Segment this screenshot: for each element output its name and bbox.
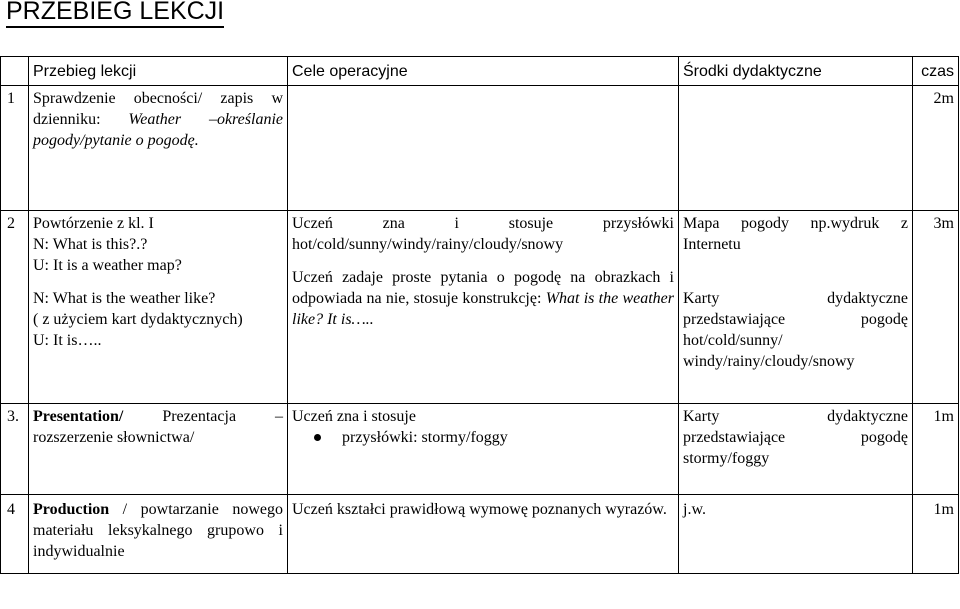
row-srodki: j.w. [679,495,913,574]
row-number: 1 [1,86,29,211]
list-item: przysłówki: stormy/foggy [292,427,674,448]
lesson-plan-table [0,56,959,574]
table-row [1,211,959,404]
row-srodki: Karty dydaktyczne przedstawiające pogodę stormy/foggy [679,404,913,495]
row-przebieg: Production / powtarzanie nowego materiału leksykalnego grupowo i indywidualnie [29,495,288,574]
row-number: 3. [1,404,29,495]
row-przebieg: Presentation/ Prezentacja – rozszerzenie słownictwa/ [29,404,288,495]
page-title: PRZEBIEG LEKCJI [6,0,224,28]
row-czas: 1m [913,404,959,495]
row-przebieg: Sprawdzenie obecności/ zapis w dzienniku: Weather –określanie pogody/pytanie o pogodę. [29,86,288,211]
row-number: 2 [1,211,29,404]
row-cele: Uczeń kształci prawidłową wymowę poznanych wyrazów. [288,495,679,574]
table-row [1,86,959,211]
header-srodki: Środki dydaktyczne [679,57,913,86]
row-cele: Uczeń zna i stosuje przysłówki: stormy/foggy [288,404,679,495]
row-srodki [679,86,913,211]
row-czas: 1m [913,495,959,574]
row-cele [288,86,679,211]
bullet-icon [314,434,321,441]
table-row [1,495,959,574]
table-row [1,404,959,495]
header-przebieg: Przebieg lekcji [29,57,288,86]
header-number [1,57,29,86]
row-czas: 2m [913,86,959,211]
header-czas: czas [913,57,959,86]
row-cele: Uczeń zna i stosuje przysłówki hot/cold/sunny/windy/rainy/cloudy/snowy Uczeń zadaje proste pytania o pogodę na obrazkach i odpowiada na nie, stosuje konstrukcję: What is the weather like? It is….. [288,211,679,404]
row-przebieg: Powtórzenie z kl. I N: What is this?.? U: It is a weather map? N: What is the weather like? ( z użyciem kart dydaktycznych) U: It is….. [29,211,288,404]
header-cele: Cele operacyjne [288,57,679,86]
row-czas: 3m [913,211,959,404]
row-srodki: Mapa pogody np.wydruk z Internetu Karty dydaktyczne przedstawiające pogodę hot/cold/sunny/ windy/rainy/cloudy/snowy [679,211,913,404]
table-header-row [1,57,959,86]
row-number: 4 [1,495,29,574]
